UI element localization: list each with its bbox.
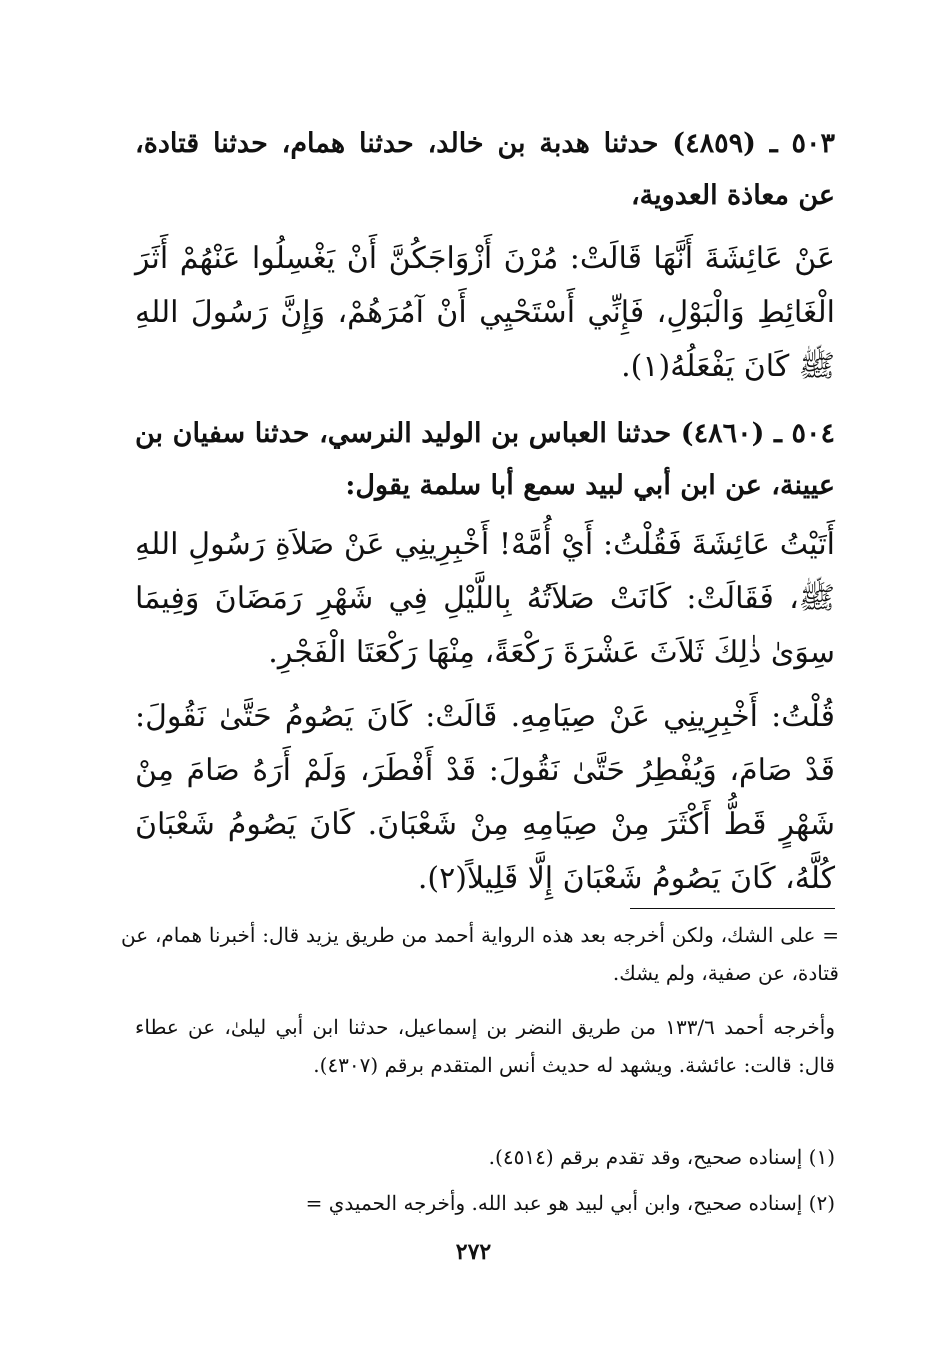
footnote-1: (١) إسناده صحيح، وقد تقدم برقم (٤٥١٤). (488, 1145, 835, 1169)
footnote-2: (٢) إسناده صحيح، وابن أبي لبيد هو عبد الله. وأخرجه الحميدي = (305, 1191, 835, 1215)
hadith-504-text-part2: قُلْتُ: أَخْبِرِينِي عَنْ صِيَامِهِ. قَالَتْ: كَانَ يَصُومُ حَتَّىٰ نَقُولَ: قَدْ صَامَ، وَيُفْطِرُ حَتَّىٰ نَقُولَ: قَدْ أَفْطَرَ، وَلَمْ أَرَهُ صَامَ مِنْ شَهْرٍ قَطُّ أَكْثَرَ مِنْ صِيَامِهِ مِنْ شَعْبَانَ. كَانَ يَصُومُ شَعْبَانَ كُلَّهُ، كَانَ يَصُومُ شَعْبَانَ إِلَّا قَلِيلاً(٢). (135, 699, 835, 896)
page-number: ٢٧٢ (455, 1239, 492, 1265)
hadith-504-text-part1: أَتَيْتُ عَائِشَةَ فَقُلْتُ: أَيْ أُمَّهْ! أَخْبِرِينِي عَنْ صَلاَةِ رَسُولِ اللهِ ﷺ، فَقَالَتْ: كَانَتْ صَلاَتُهُ بِاللَّيْلِ فِي شَهْرِ رَمَضَانَ وَفِيمَا سِوَىٰ ذٰلِكَ ثَلاَثَ عَشْرَةَ رَكْعَةً، مِنْهَا رَكْعَتَا الْفَجْرِ. (135, 527, 835, 670)
footnote-continuation-2: وأخرجه أحمد ١٣٣/٦ من طريق النضر بن إسماعيل، حدثنا ابن أبي ليلىٰ، عن عطاء قال: قالت: عائشة. ويشهد له حديث أنس المتقدم برقم (٤٣٠٧). (135, 1015, 835, 1077)
hadith-503-text: عَنْ عَائِشَةَ أَنَّهَا قَالَتْ: مُرْنَ أَزْوَاجَكُنَّ أَنْ يَغْسِلُوا عَنْهُمْ أَثَرَ الْغَائِطِ وَالْبَوْلِ، فَإِنِّي أَسْتَحْيِي أَنْ آمُرَهُمْ، وَإِنَّ رَسُولَ اللهِ ﷺ كَانَ يَفْعَلُهُ(١). (135, 241, 835, 384)
hadith-503-chain: ٥٠٣ ـ (٤٨٥٩) حدثنا هدبة بن خالد، حدثنا همام، حدثنا قتادة، عن معاذة العدوية، (135, 128, 835, 211)
footnote-separator (630, 908, 835, 909)
footnote-continuation-1: = على الشك، ولكن أخرجه بعد هذه الرواية أحمد من طريق يزيد قال: أخبرنا همام، عن قتادة، عن صفية، ولم يشك. (121, 923, 839, 985)
hadith-504-chain: ٥٠٤ ـ (٤٨٦٠) حدثنا العباس بن الوليد النرسي، حدثنا سفيان بن عيينة، عن ابن أبي لبيد سمع أبا سلمة يقول: (135, 418, 835, 501)
